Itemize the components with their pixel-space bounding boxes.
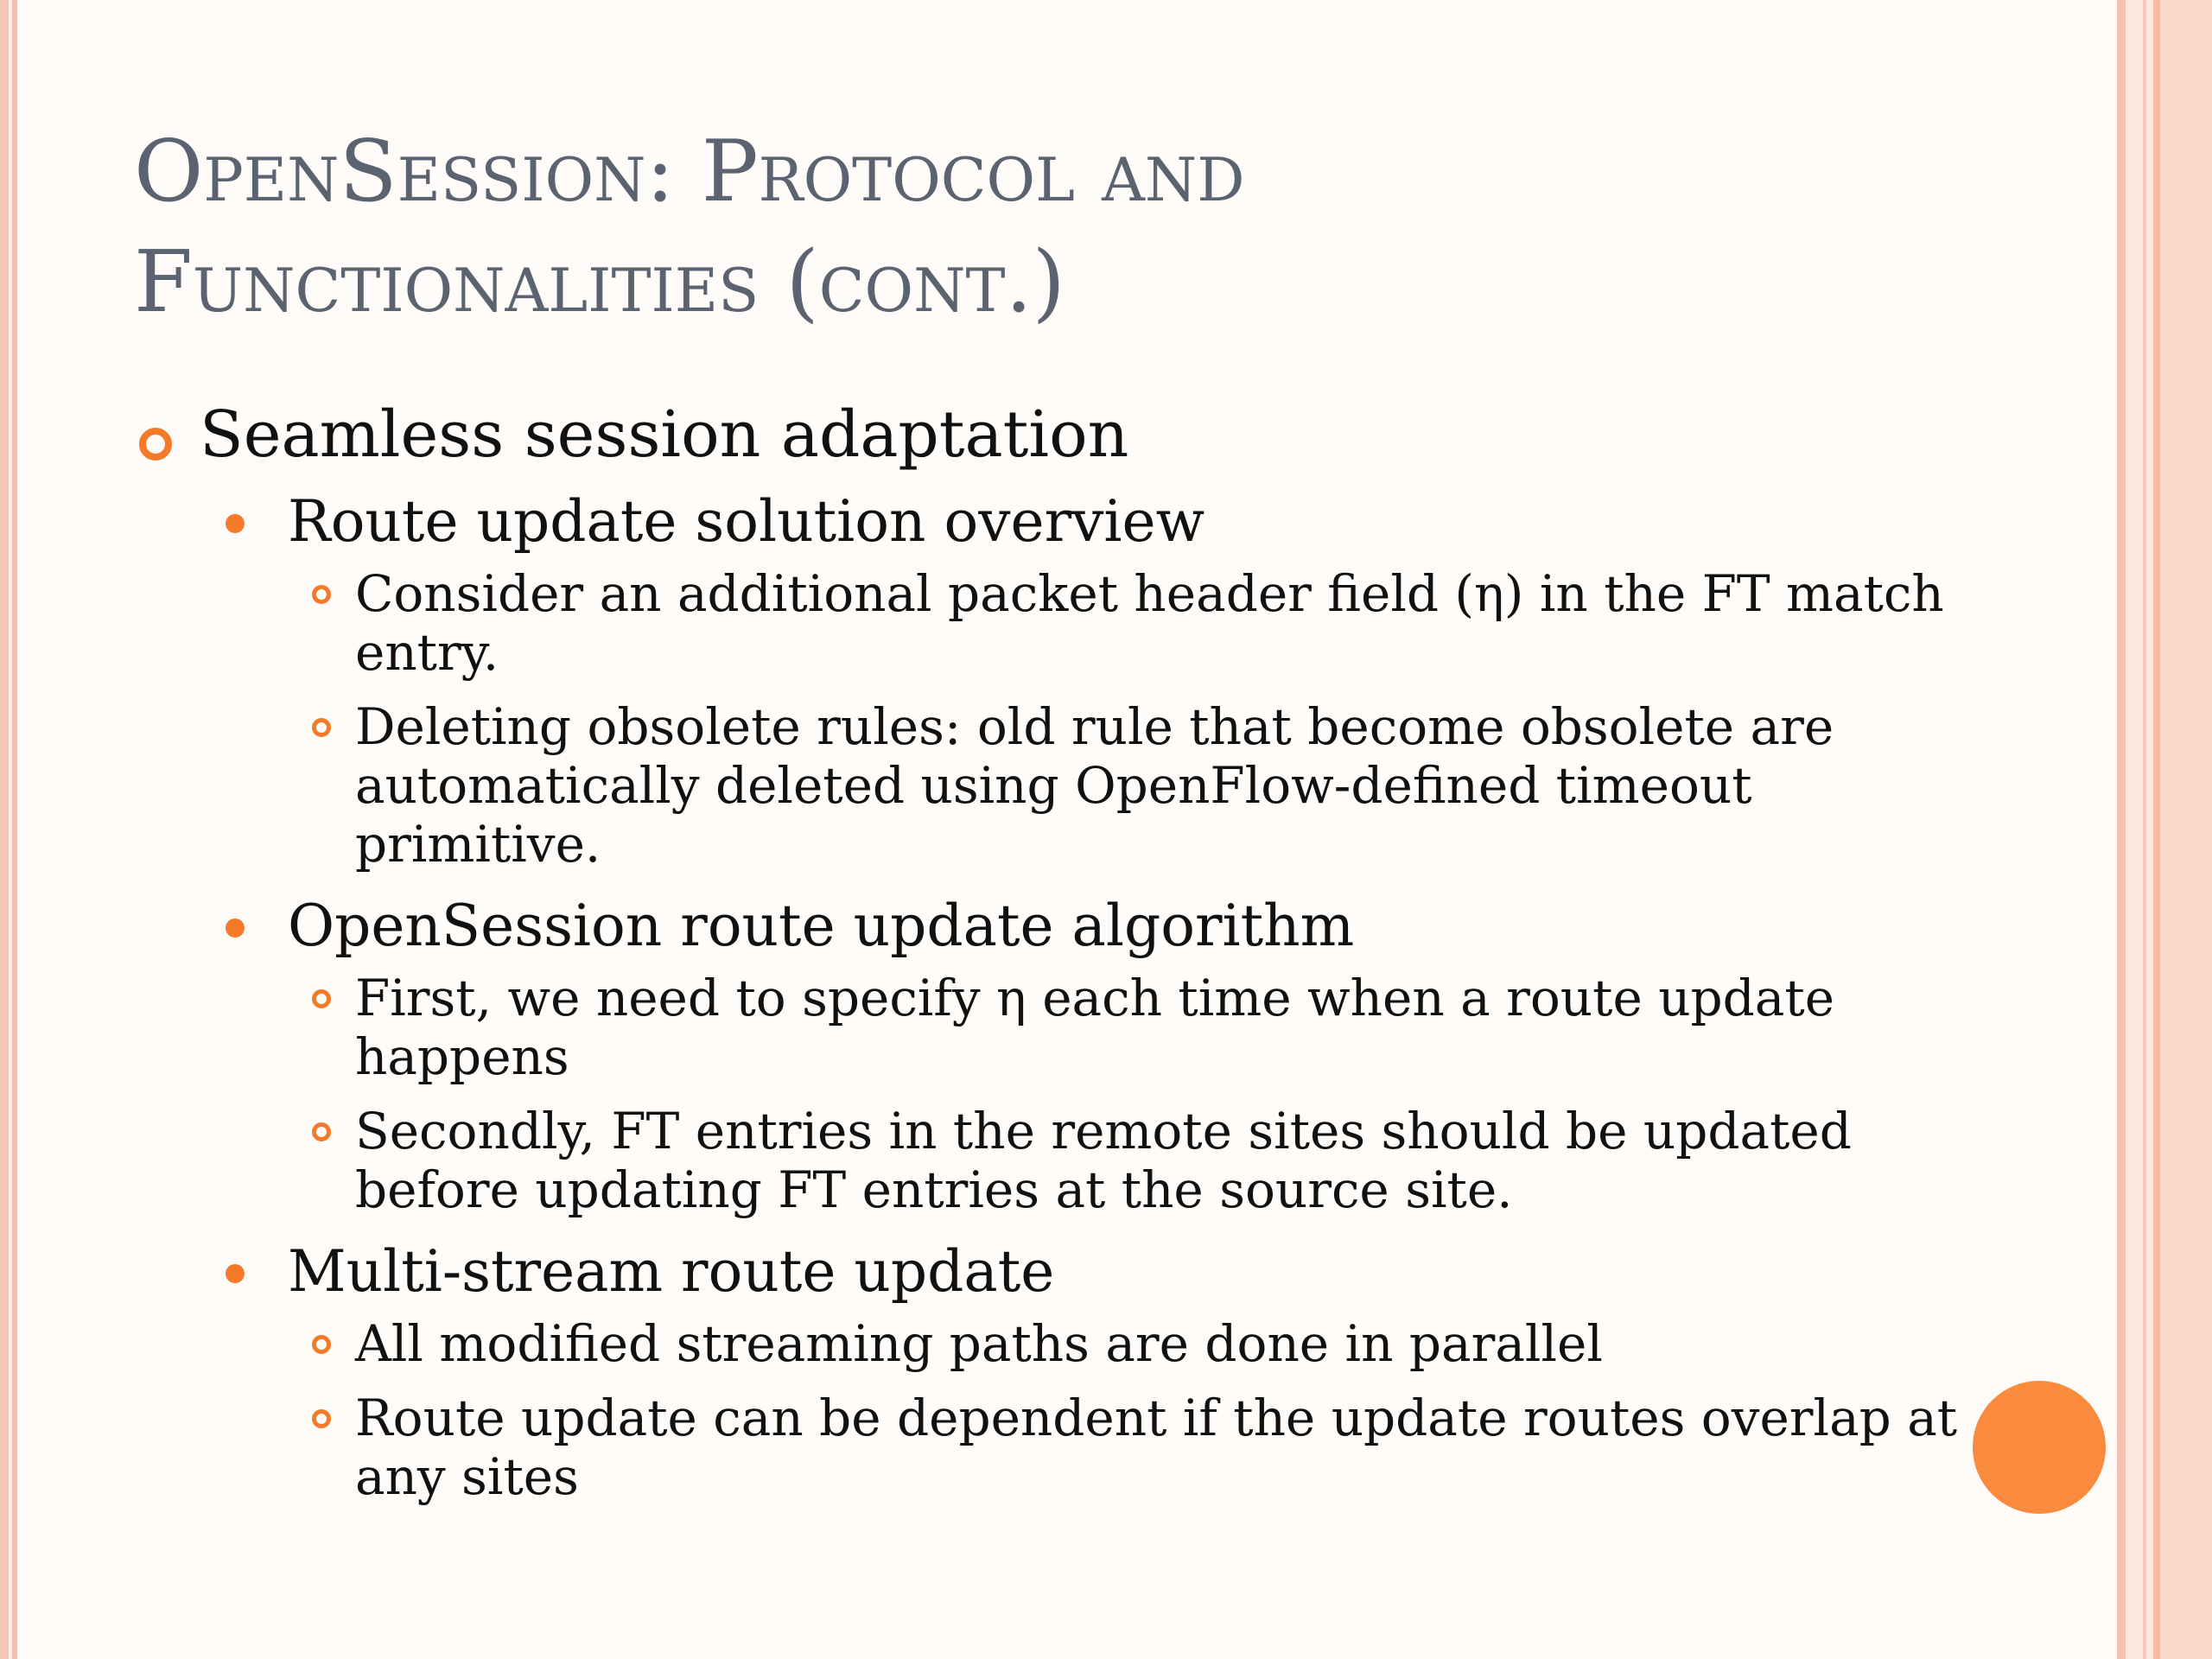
bullet-level1: [134, 393, 1931, 476]
slide-title-line-2: Functionalities (cont.): [134, 233, 1065, 332]
bullet-level1-text: Seamless session adaptation: [200, 397, 1129, 472]
small-ring-bullet-icon: [312, 1409, 331, 1428]
slide-content: [134, 393, 1958, 1522]
bullet-route-update-algorithm: [134, 889, 1931, 963]
bullet-level2-text: Route update solution overview: [288, 488, 1205, 555]
bullet-level2-text: OpenSession route update algorithm: [288, 893, 1355, 959]
bullet-level2-text: Multi-stream route update: [288, 1238, 1055, 1305]
bullet-level3-item: [134, 1389, 1997, 1506]
bullet-level3-text: Consider an additional packet header field (η) in the FT match entry.: [355, 564, 1944, 682]
bullet-level3-text: Route update can be dependent if the update routes overlap at any sites: [355, 1389, 1958, 1506]
bullet-route-update-overview: [134, 485, 1931, 559]
left-border-decoration: [0, 0, 26, 1659]
slide-title: [134, 117, 1948, 338]
small-ring-bullet-icon: [312, 1122, 331, 1141]
bullet-level3-item: [134, 1314, 1997, 1373]
small-ring-bullet-icon: [312, 1335, 331, 1354]
dot-bullet-icon: [226, 514, 245, 533]
small-ring-bullet-icon: [312, 989, 331, 1008]
dot-bullet-icon: [226, 1264, 245, 1283]
bullet-level3-item: [134, 564, 1997, 682]
slide-title-line-1: OpenSession: Protocol and: [134, 123, 1245, 221]
bullet-level3-item: [134, 697, 1997, 874]
bullet-level3-text: First, we need to specify η each time when a route update happens: [355, 969, 1835, 1086]
right-border-decoration: [2108, 0, 2212, 1659]
bullet-level3-item: [134, 1102, 1997, 1219]
small-ring-bullet-icon: [312, 585, 331, 604]
bullet-level3-text: Deleting obsolete rules: old rule that become obsolete are automatically deleted using OpenFlow-defined timeout primitive.: [355, 697, 1834, 874]
dot-bullet-icon: [226, 918, 245, 938]
bullet-level3-text: Secondly, FT entries in the remote sites should be updated before updating FT entries at the source site.: [355, 1102, 1852, 1219]
ring-bullet-icon: [139, 428, 172, 461]
bullet-level3-item: [134, 969, 1997, 1086]
bullet-level3-text: All modified streaming paths are done in parallel: [355, 1314, 1603, 1373]
bullet-multi-stream-route-update: [134, 1235, 1931, 1309]
decorative-orange-circle: [1973, 1381, 2106, 1514]
small-ring-bullet-icon: [312, 718, 331, 737]
